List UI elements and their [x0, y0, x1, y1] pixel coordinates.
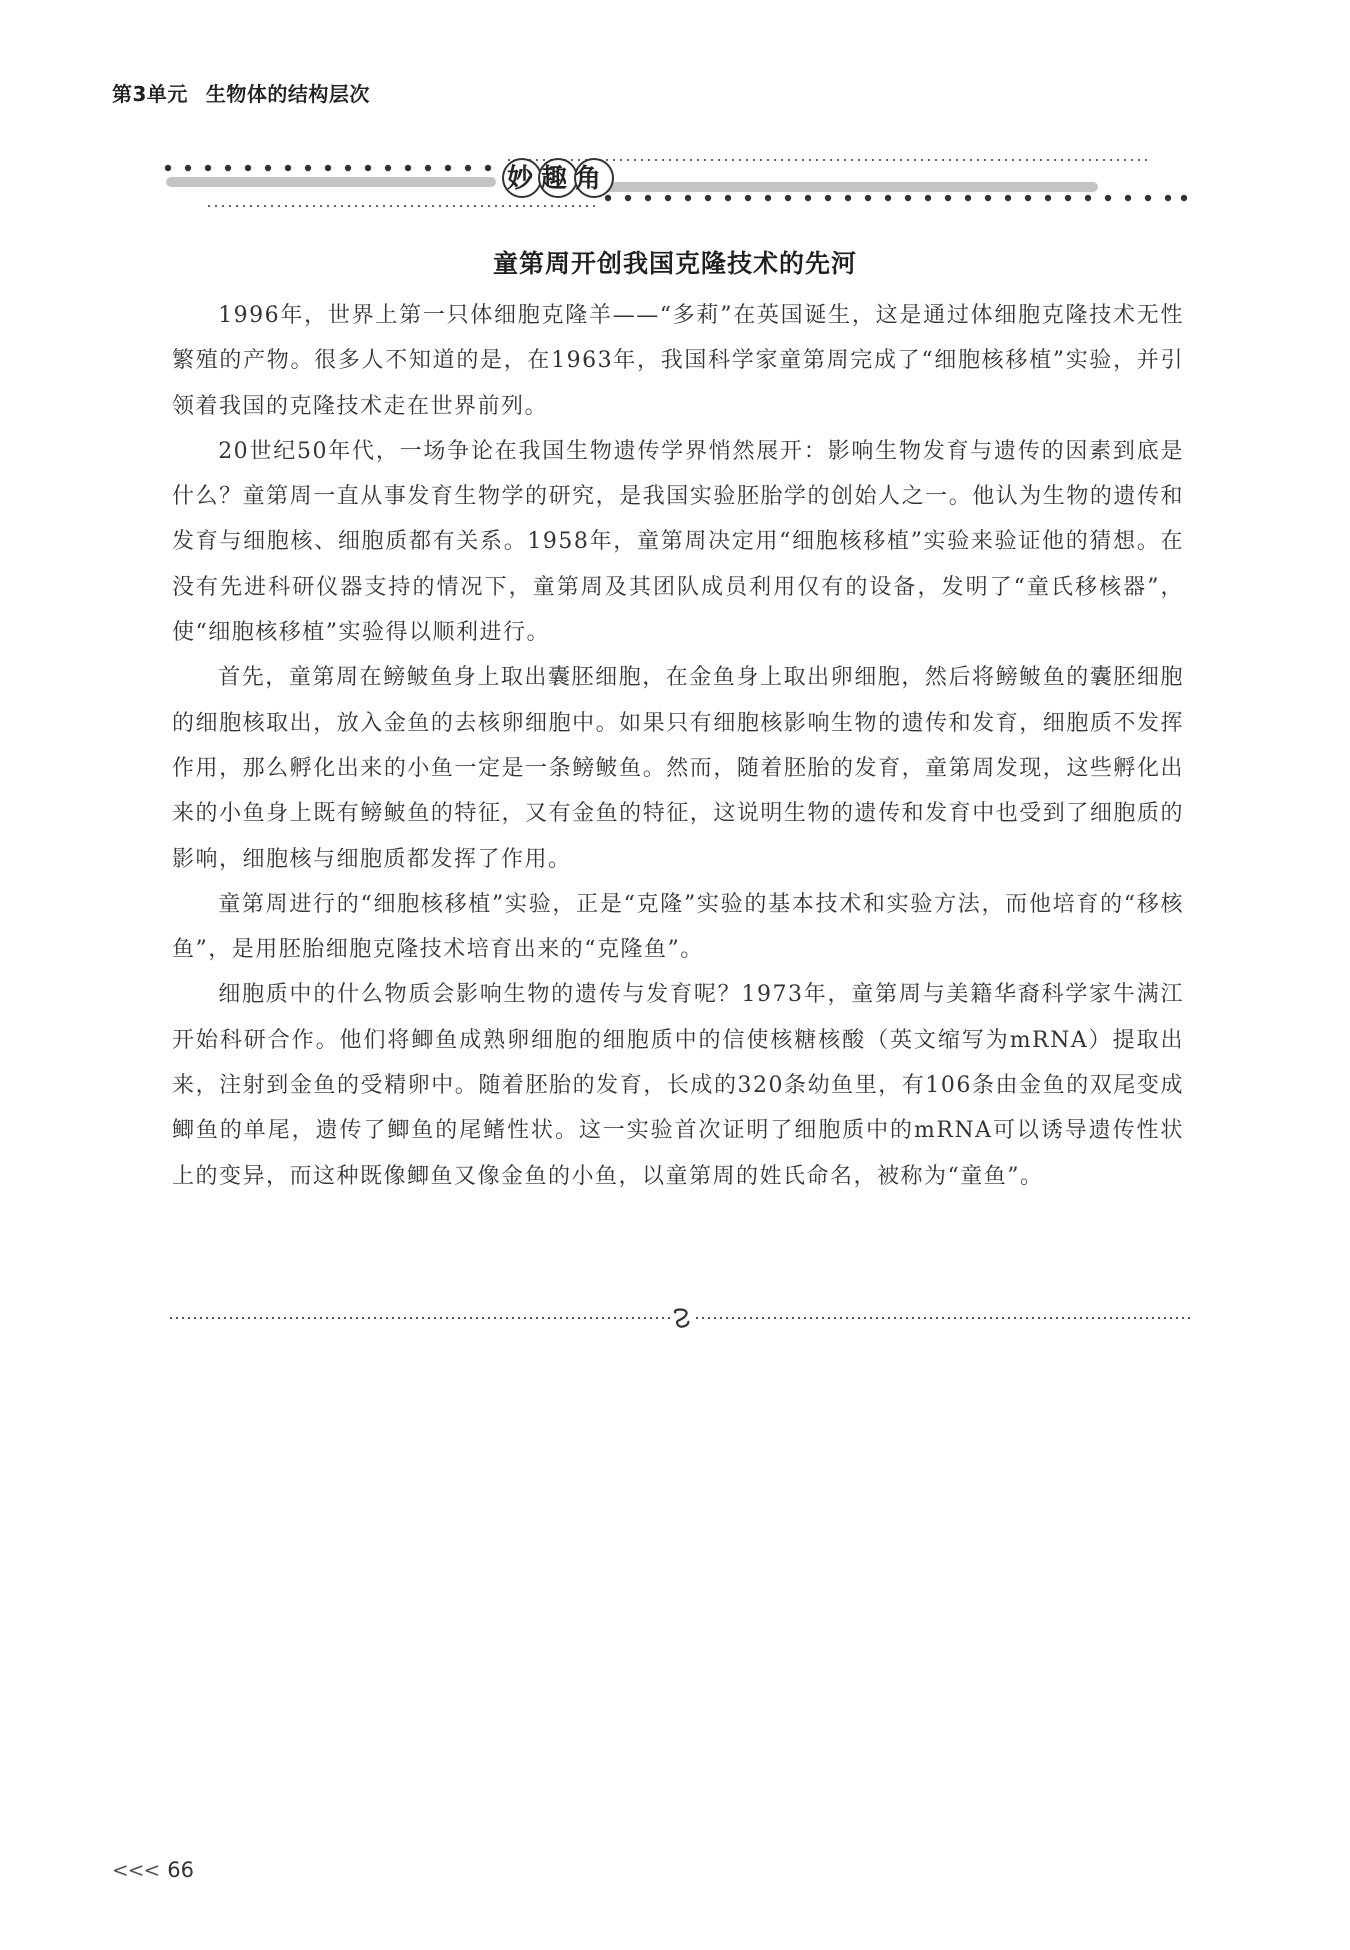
end-rule-graphic [170, 1305, 1190, 1329]
paragraph-3: 首先，童第周在鳑鲏鱼身上取出囊胚细胞，在金鱼身上取出卵细胞，然后将鳑鲏鱼的囊胚细胞的细胞核取出，放入金鱼的去核卵细胞中。如果只有细胞核影响生物的遗传和发育，细胞质不发挥作用，那么孵化出来的小鱼一定是一条鳑鲏鱼。然而，随着胚胎的发育，童第周发现，这些孵化出来的小鱼身上既有鳑鲏鱼的特征，又有金鱼的特征，这说明生物的遗传和发育中也受到了细胞质的影响，细胞核与细胞质都发挥了作用。 [172, 665, 1184, 872]
banner-band-left [166, 177, 496, 187]
page-number: 66 [167, 1858, 195, 1882]
page-footer [112, 1858, 194, 1882]
end-ornament-icon [675, 1310, 688, 1327]
paragraph-1: 1996年，世界上第一只体细胞克隆羊——“多莉”在英国诞生，这是通过体细胞克隆技术无性繁殖的产物。很多人不知道的是，在1963年，我国科学家童第周完成了“细胞核移植”实验，并引领着我国的克隆技术走在世界前列。 [172, 303, 1184, 419]
banner-dots-right [605, 195, 1187, 201]
page-arrows-icon: <<< [112, 1858, 160, 1882]
section-banner [158, 150, 1190, 212]
banner-band-right [598, 182, 1098, 192]
unit-number: 第3单元 [112, 82, 188, 106]
paragraph-5: 细胞质中的什么物质会影响生物的遗传与发育呢？1973年，童第周与美籍华裔科学家牛满江开始科研合作。他们将鲫鱼成熟卵细胞的细胞质中的信使核糖核酸（英文缩写为mRNA）提取出来，注射到金鱼的受精卵中。随着胚胎的发育，长成的320条幼鱼里，有106条由金鱼的双尾变成鲫鱼的单尾，遗传了鲫鱼的尾鳍性状。这一实验首次证明了细胞质中的mRNA可以诱导遗传性状上的变异，而这种既像鲫鱼又像金鱼的小鱼，以童第周的姓氏命名，被称为“童鱼”。 [172, 982, 1184, 1189]
banner-graphic [158, 150, 1190, 212]
paragraph-2: 20世纪50年代，一场争论在我国生物遗传学界悄然展开：影响生物发育与遗传的因素到底是什么？童第周一直从事发育生物学的研究，是我国实验胚胎学的创始人之一。他认为生物的遗传和发育与细胞核、细胞质都有关系。1958年，童第周决定用“细胞核移植”实验来验证他的猜想。在没有先进科研仪器支持的情况下，童第周及其团队成员利用仅有的设备，发明了“童氏移核器”，使“细胞核移植”实验得以顺利进行。 [172, 438, 1184, 646]
article-body [172, 293, 1184, 1199]
banner-dots-left [165, 165, 491, 171]
banner-label: 妙趣角 [506, 164, 610, 194]
unit-title: 生物体的结构层次 [205, 82, 370, 106]
article-title: 童第周开创我国克隆技术的先河 [492, 249, 857, 278]
end-rule [170, 1305, 1190, 1329]
paragraph-4: 童第周进行的“细胞核移植”实验，正是“克隆”实验的基本技术和实验方法，而他培育的“移核鱼”，是用胚胎细胞克隆技术培育出来的“克隆鱼”。 [172, 891, 1184, 963]
running-head [112, 78, 370, 107]
